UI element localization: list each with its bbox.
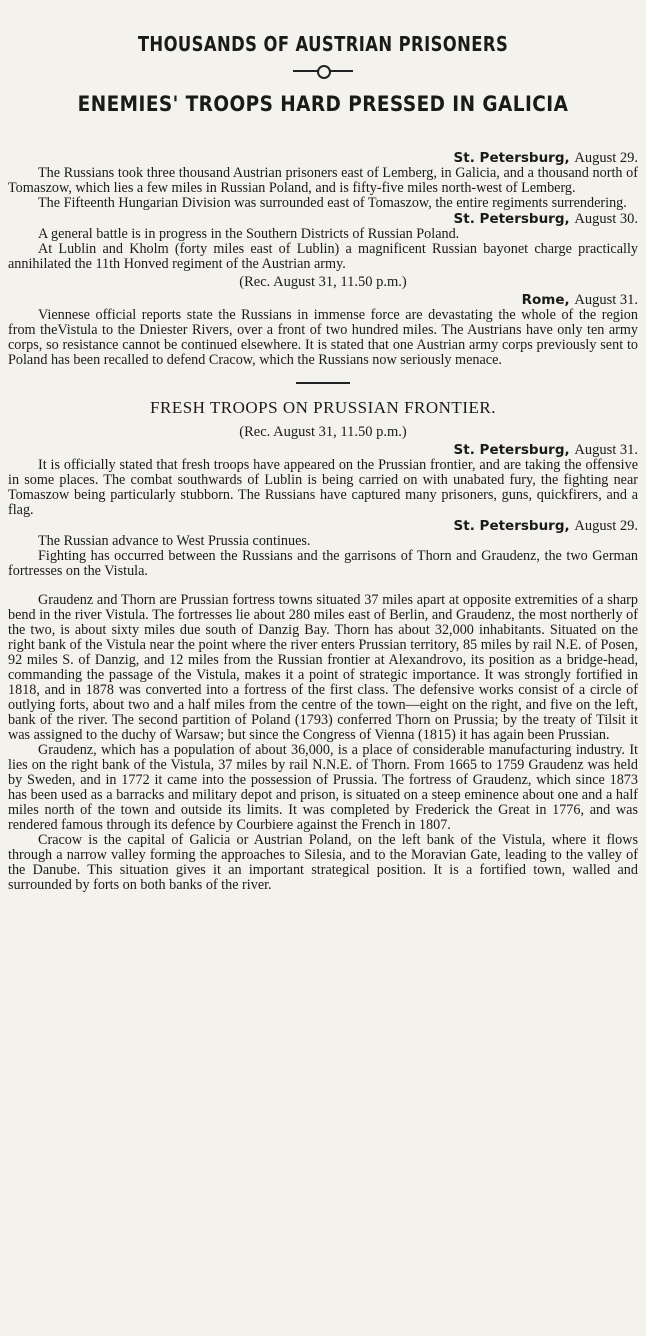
- paragraph: Cracow is the capital of Galicia or Austrian Poland, on the left bank of the Vistula, where it flows through a narrow valley forming the approaches to Silesia, and to the Moravian Gate, leading to the valley of the Danube. This situation gives it an important strategical position. It is a fortified town, walled and surrounded by forts on both banks of the river.: [8, 832, 638, 893]
- paragraph: Fighting has occurred between the Russians and the garrisons of Thorn and Graudenz, the two German fortresses on the Vistula.: [8, 548, 638, 579]
- paragraph: It is officially stated that fresh troops have appeared on the Prussian frontier, and are taking the offensive in some places. The combat southwards of Lublin is being carried on with unabated fury, the fighting near Tomaszow being particularly stubborn. The Russians have captured many prisoners, guns, quickfirers, and a flag.: [8, 457, 638, 518]
- paragraph: The Russian advance to West Prussia continues.: [38, 533, 311, 549]
- dateline: St. Petersburg, August 31.: [453, 442, 638, 458]
- paragraph: Graudenz, which has a population of about 36,000, is a place of considerable manufacturing industry. It lies on the right bank of the Vistula, 37 miles by rail N.N.E. of Thorn. From 1665 to 1759 Graudenz was held by Sweden, and in 1772 it came into the possession of Prussia. The fortress of Graudenz, which since 1873 has been used as a barracks and military depot and prison, is situated on a steep eminence about one and a half miles north of the town and outside its limits. It was completed by Frederick the Great in 1776, and was rendered famous through its defence by Courbiere against the French in 1807.: [8, 742, 638, 833]
- headline-ornament: [293, 64, 353, 78]
- dateline: St. Petersburg, August 29.: [453, 518, 638, 534]
- received-note: (Rec. August 31, 11.50 p.m.): [239, 274, 407, 290]
- paragraph: Graudenz and Thorn are Prussian fortress towns situated 37 miles apart at opposite extremities of a sharp bend in the river Vistula. The fortresses lie about 280 miles east of Berlin, and Graudenz, the most northerly of the two, is about sixty miles due south of Danzig Bay. Thorn has about 32,000 inhabitants. Situated on the right bank of the Vistula near the point where the river enters Prussian territory, 85 miles by rail N.E. of Posen, 92 miles S. of Danzig, and 12 miles from the Russian frontier at Alexandrovo, its position as a bridge-head, commanding the passage of the Vistula, makes it a point of strategic importance. It was strongly fortified in 1818, and in 1878 was converted into a fortress of the first class. The defensive works consist of a circle of outlying forts, about two and a half miles from the centre of the town—eight on the right, and five on the left, bank of the river. The second partition of Poland (1793) conferred Thorn on Prussia; by the treaty of Tilsit it was assigned to the duchy of Warsaw; but since the Congress of Vienna (1815) it has again been Prussian.: [8, 592, 638, 743]
- subheadline: ENEMIES' TROOPS HARD PRESSED IN GALICIA: [77, 92, 569, 116]
- paragraph: A general battle is in progress in the Southern Districts of Russian Poland.: [38, 226, 460, 242]
- paragraph: At Lublin and Kholm (forty miles east of Lublin) a magnificent Russian bayonet charge practically annihilated the 11th Honved regiment of the Austrian army.: [8, 241, 638, 272]
- dateline: St. Petersburg, August 29.: [453, 150, 638, 166]
- received-note: (Rec. August 31, 11.50 p.m.): [239, 424, 407, 440]
- paragraph: Viennese official reports state the Russians in immense force are devastating the whole of the region from theVistula to the Dniester Rivers, over a front of two hundred miles. The Austrians have only ten army corps, so resistance cannot be continued elsewhere. It is stated that one Austrian army corps previously sent to Poland has been recalled to defend Cracow, which the Russians now seriously menace.: [8, 307, 638, 368]
- section-title: FRESH TROOPS ON PRUSSIAN FRONTIER.: [150, 398, 496, 417]
- dateline: Rome, August 31.: [521, 292, 638, 308]
- headline: THOUSANDS OF AUSTRIAN PRISONERS: [137, 32, 509, 56]
- section-divider: [296, 382, 350, 384]
- paragraph: The Fifteenth Hungarian Division was surrounded east of Tomaszow, the entire regiments surrendering.: [38, 195, 627, 211]
- paragraph: The Russians took three thousand Austrian prisoners east of Lemberg, in Galicia, and a thousand north of Tomaszow, which lies a few miles in Russian Poland, and is fifty-five miles north-west of Lemberg.: [8, 165, 638, 196]
- dateline: St. Petersburg, August 30.: [453, 211, 638, 227]
